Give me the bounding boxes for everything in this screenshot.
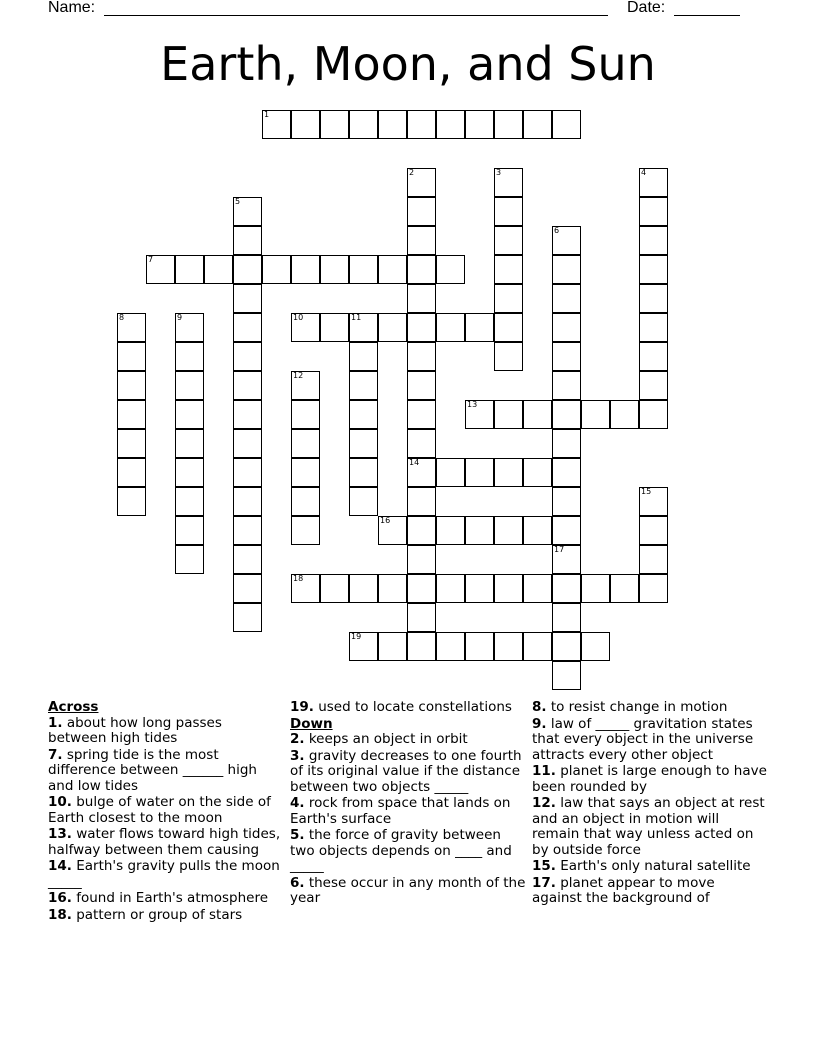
grid-cell[interactable] (175, 313, 204, 342)
clue-number: 2 (409, 168, 415, 177)
clue-number: 15 (641, 487, 652, 496)
across-clue-13: 13. water flows toward high tides, halfway between them causing (48, 826, 281, 858)
grid-cell[interactable] (291, 255, 320, 284)
grid-cell[interactable] (639, 545, 668, 574)
grid-cell[interactable] (175, 487, 204, 516)
grid-cell[interactable] (262, 110, 291, 139)
grid-cell[interactable] (291, 487, 320, 516)
date-label: Date: (627, 0, 666, 16)
grid-cell[interactable] (349, 255, 378, 284)
grid-cell[interactable] (407, 110, 436, 139)
grid-cell[interactable] (349, 342, 378, 371)
grid-cell[interactable] (407, 255, 436, 284)
grid-cell[interactable] (233, 574, 262, 603)
grid-cell[interactable] (117, 487, 146, 516)
grid-cell[interactable] (407, 487, 436, 516)
grid-cell[interactable] (291, 371, 320, 400)
grid-cell[interactable] (639, 255, 668, 284)
grid-cell[interactable] (407, 603, 436, 632)
grid-cell[interactable] (436, 516, 465, 545)
grid-cell[interactable] (175, 545, 204, 574)
grid-cell[interactable] (465, 313, 494, 342)
clue-number: 1 (264, 110, 270, 119)
grid-cell[interactable] (552, 255, 581, 284)
grid-cell[interactable] (349, 110, 378, 139)
clue-number: 12 (293, 371, 304, 380)
grid-cell[interactable] (639, 487, 668, 516)
grid-cell[interactable] (407, 429, 436, 458)
grid-cell[interactable] (552, 458, 581, 487)
grid-cell[interactable] (465, 574, 494, 603)
grid-cell[interactable] (610, 574, 639, 603)
grid-cell[interactable] (639, 400, 668, 429)
grid-cell[interactable] (175, 429, 204, 458)
grid-cell[interactable] (523, 574, 552, 603)
grid-cell[interactable] (552, 313, 581, 342)
grid-cell[interactable] (175, 371, 204, 400)
grid-cell[interactable] (407, 342, 436, 371)
grid-cell[interactable] (378, 313, 407, 342)
grid-cell[interactable] (552, 371, 581, 400)
across-heading: Across (48, 699, 99, 715)
grid-cell[interactable] (117, 313, 146, 342)
grid-cell[interactable] (349, 400, 378, 429)
grid-cell[interactable] (349, 429, 378, 458)
grid-cell[interactable] (639, 197, 668, 226)
grid-cell[interactable] (581, 632, 610, 661)
grid-cell[interactable] (146, 255, 175, 284)
grid-cell[interactable] (552, 661, 581, 690)
grid-cell[interactable] (465, 110, 494, 139)
grid-cell[interactable] (175, 400, 204, 429)
grid-cell[interactable] (291, 110, 320, 139)
grid-cell[interactable] (436, 458, 465, 487)
across-clue-18: 18. pattern or group of stars (48, 906, 243, 923)
clue-number: 16 (380, 516, 391, 525)
grid-cell[interactable] (494, 255, 523, 284)
grid-cell[interactable] (320, 110, 349, 139)
grid-cell[interactable] (262, 255, 291, 284)
across-clue-1: 1. about how long passes between high tides (48, 714, 222, 746)
grid-cell[interactable] (233, 313, 262, 342)
name-label: Name: (48, 0, 96, 16)
grid-cell[interactable] (552, 545, 581, 574)
grid-cell[interactable] (552, 429, 581, 458)
grid-cell[interactable] (204, 255, 233, 284)
grid-cell[interactable] (523, 110, 552, 139)
grid-cell[interactable] (494, 342, 523, 371)
grid-cell[interactable] (552, 110, 581, 139)
grid-cell[interactable] (378, 516, 407, 545)
grid-cell[interactable] (494, 110, 523, 139)
grid-cell[interactable] (233, 284, 262, 313)
grid-cell[interactable] (436, 255, 465, 284)
grid-cell[interactable] (494, 458, 523, 487)
grid-cell[interactable] (436, 313, 465, 342)
grid-cell[interactable] (552, 400, 581, 429)
grid-cell[interactable] (291, 574, 320, 603)
grid-cell[interactable] (175, 516, 204, 545)
clue-number: 5 (235, 197, 241, 206)
grid-cell[interactable] (117, 458, 146, 487)
across-clue-10: 10. bulge of water on the side of Earth closest to the moon (48, 794, 271, 826)
down-heading: Down (290, 715, 333, 732)
clue-number: 11 (351, 313, 362, 322)
clue-number: 6 (554, 226, 560, 235)
grid-cell[interactable] (494, 400, 523, 429)
grid-cell[interactable] (494, 284, 523, 313)
grid-cell[interactable] (291, 429, 320, 458)
grid-cell[interactable] (291, 516, 320, 545)
down-clue-12: 12. law that says an object at rest and an object in motion will remain that way unless acted on by outside force (532, 795, 765, 858)
down-clue-9: 9. law of _____ gravitation states that every object in the universe attracts every other object (532, 715, 754, 763)
grid-cell[interactable] (291, 458, 320, 487)
grid-cell[interactable] (349, 458, 378, 487)
grid-cell[interactable] (552, 284, 581, 313)
grid-cell[interactable] (436, 110, 465, 139)
down-clue-6: 6. these occur in any month of the year (290, 874, 526, 906)
grid-cell[interactable] (407, 313, 436, 342)
clue-number: 9 (177, 313, 183, 322)
page-title: Earth, Moon, and Sun (160, 37, 656, 91)
grid-cell[interactable] (233, 429, 262, 458)
grid-cell[interactable] (639, 574, 668, 603)
grid-cell[interactable] (523, 458, 552, 487)
grid-cell[interactable] (291, 313, 320, 342)
grid-cell[interactable] (494, 168, 523, 197)
down-clue-4: 4. rock from space that lands on Earth's surface (290, 795, 511, 827)
grid-cell[interactable] (494, 226, 523, 255)
grid-cell[interactable] (639, 226, 668, 255)
grid-cell[interactable] (378, 574, 407, 603)
grid-cell[interactable] (639, 342, 668, 371)
clue-number: 18 (293, 574, 304, 583)
grid-cell[interactable] (552, 516, 581, 545)
clue-number: 14 (409, 458, 420, 467)
grid-cell[interactable] (407, 371, 436, 400)
grid-cell[interactable] (117, 342, 146, 371)
down-clue-15: 15. Earth's only natural satellite (532, 858, 751, 874)
grid-cell[interactable] (465, 632, 494, 661)
grid-cell[interactable] (349, 632, 378, 661)
grid-cell[interactable] (523, 516, 552, 545)
grid-cell[interactable] (233, 342, 262, 371)
grid-cell[interactable] (117, 429, 146, 458)
grid-cell[interactable] (523, 632, 552, 661)
grid-cell[interactable] (407, 632, 436, 661)
clue-number: 19 (351, 632, 362, 641)
down-clue-11: 11. planet is large enough to have been rounded by (532, 763, 767, 795)
grid-cell[interactable] (233, 487, 262, 516)
across-clue-19: 19. used to locate constellations (290, 699, 512, 715)
grid-cell[interactable] (552, 342, 581, 371)
grid-cell[interactable] (581, 574, 610, 603)
across-clue-14: 14. Earth's gravity pulls the moon _____ (48, 858, 280, 890)
grid-cell[interactable] (233, 400, 262, 429)
grid-cell[interactable] (610, 400, 639, 429)
clues-column-1 (48, 700, 284, 924)
grid-cell[interactable] (407, 545, 436, 574)
clue-number: 3 (496, 168, 502, 177)
down-clue-17: 17. planet appear to move against the background of (532, 874, 715, 906)
clues-column-2 (290, 700, 526, 908)
grid-cell[interactable] (349, 371, 378, 400)
grid-cell[interactable] (233, 226, 262, 255)
grid-cell[interactable] (233, 545, 262, 574)
grid-cell[interactable] (407, 284, 436, 313)
grid-cell[interactable] (494, 516, 523, 545)
grid-cell[interactable] (378, 110, 407, 139)
grid-cell[interactable] (175, 458, 204, 487)
grid-cell[interactable] (494, 574, 523, 603)
grid-cell[interactable] (639, 371, 668, 400)
grid-cell[interactable] (552, 226, 581, 255)
grid-cell[interactable] (552, 487, 581, 516)
grid-cell[interactable] (407, 197, 436, 226)
grid-cell[interactable] (436, 574, 465, 603)
clue-number: 10 (293, 313, 304, 322)
grid-cell[interactable] (349, 313, 378, 342)
clues-column-3 (532, 700, 768, 908)
grid-cell[interactable] (465, 458, 494, 487)
grid-cell[interactable] (407, 574, 436, 603)
grid-cell[interactable] (639, 284, 668, 313)
grid-cell[interactable] (233, 516, 262, 545)
down-clue-8: 8. to resist change in motion (532, 699, 728, 715)
grid-cell[interactable] (494, 313, 523, 342)
grid-cell[interactable] (552, 603, 581, 632)
grid-cell[interactable] (407, 516, 436, 545)
grid-cell[interactable] (407, 400, 436, 429)
grid-cell[interactable] (233, 371, 262, 400)
grid-cell[interactable] (320, 574, 349, 603)
grid-cell[interactable] (320, 255, 349, 284)
clue-number: 7 (148, 255, 154, 264)
grid-cell[interactable] (175, 342, 204, 371)
grid-cell[interactable] (378, 255, 407, 284)
grid-cell[interactable] (407, 168, 436, 197)
down-clue-5: 5. the force of gravity between two objects depends on ____ and _____ (290, 827, 512, 874)
grid-cell[interactable] (349, 574, 378, 603)
grid-cell[interactable] (639, 168, 668, 197)
grid-cell[interactable] (117, 371, 146, 400)
across-clue-16: 16. found in Earth's atmosphere (48, 890, 269, 906)
grid-cell[interactable] (320, 313, 349, 342)
grid-cell[interactable] (523, 400, 552, 429)
grid-cell[interactable] (117, 400, 146, 429)
grid-cell[interactable] (465, 400, 494, 429)
grid-cell[interactable] (494, 632, 523, 661)
grid-cell[interactable] (378, 632, 407, 661)
grid-cell[interactable] (407, 226, 436, 255)
clue-number: 8 (119, 313, 125, 322)
down-clue-2: 2. keeps an object in orbit (290, 731, 468, 747)
clue-number: 4 (641, 168, 647, 177)
grid-cell[interactable] (465, 516, 494, 545)
grid-cell[interactable] (552, 632, 581, 661)
grid-cell[interactable] (291, 400, 320, 429)
grid-cell[interactable] (552, 574, 581, 603)
grid-cell[interactable] (581, 400, 610, 429)
grid-cell[interactable] (233, 603, 262, 632)
clue-number: 17 (554, 545, 565, 554)
grid-cell[interactable] (349, 487, 378, 516)
grid-cell[interactable] (233, 458, 262, 487)
grid-cell[interactable] (436, 632, 465, 661)
down-clue-3: 3. gravity decreases to one fourth of its original value if the distance between two objects _____ (290, 747, 522, 795)
grid-cell[interactable] (175, 255, 204, 284)
clue-number: 13 (467, 400, 478, 409)
grid-cell[interactable] (639, 516, 668, 545)
grid-cell[interactable] (233, 197, 262, 226)
grid-cell[interactable] (639, 313, 668, 342)
across-clue-7: 7. spring tide is the most difference between ______ high and low tides (48, 746, 257, 794)
grid-cell[interactable] (407, 458, 436, 487)
grid-cell[interactable] (494, 197, 523, 226)
grid-cell[interactable] (233, 255, 262, 284)
